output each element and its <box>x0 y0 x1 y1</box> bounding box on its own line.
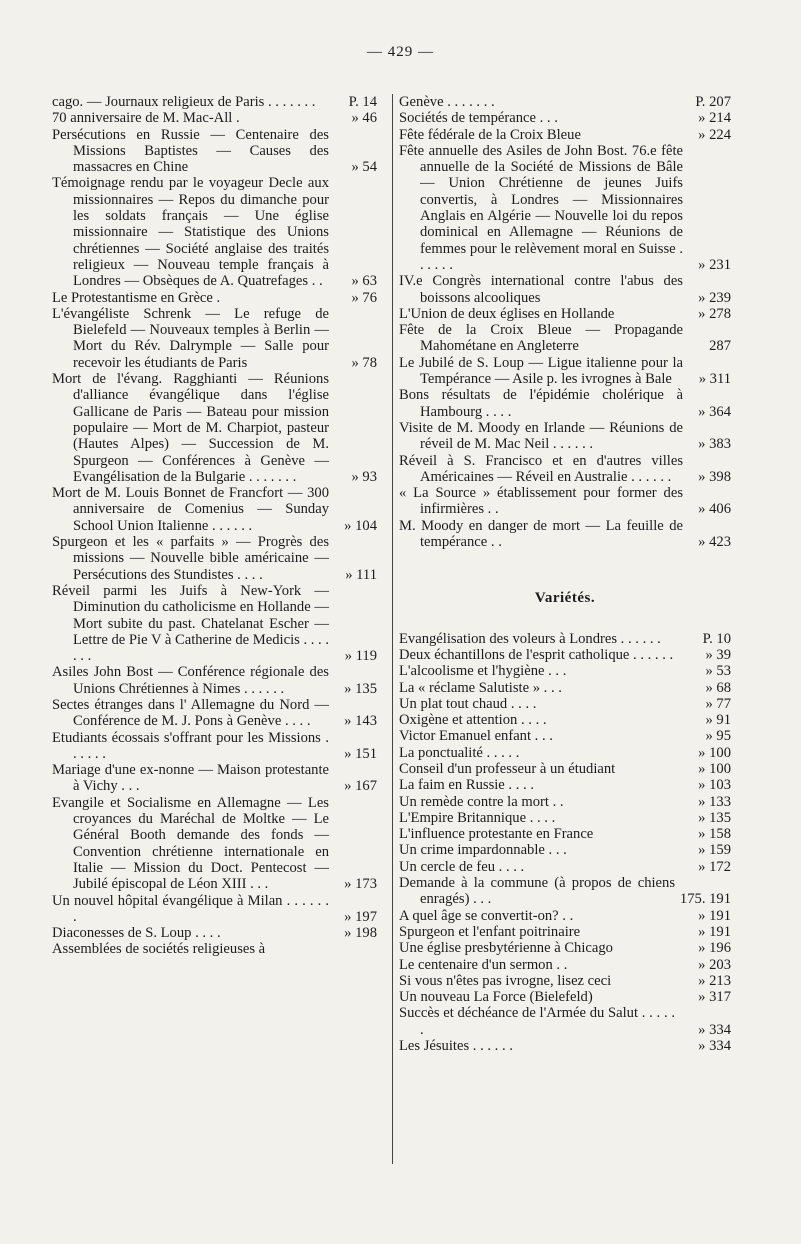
entry-page-ref: » 196 <box>698 940 731 957</box>
index-entry <box>399 712 731 728</box>
entry-title: Visite de M. Moody en Irlande — Réunions de réveil de M. Mac Neil . . . . . . <box>399 419 683 453</box>
entry-title: Fête fédérale de la Croix Bleue <box>399 126 581 143</box>
page-number: — 429 — <box>367 44 434 60</box>
index-entry <box>399 777 731 793</box>
index-entry <box>399 485 731 518</box>
entry-page-ref: » 135 <box>344 680 377 697</box>
entry-title: Les Jésuites . . . . . . <box>399 1038 513 1055</box>
entry-title: La faim en Russie . . . . <box>399 777 534 794</box>
entry-page-ref: » 78 <box>351 354 377 371</box>
index-entry <box>52 893 377 926</box>
entry-title: Fête de la Croix Bleue — Propagande Mahométane en Angleterre <box>399 322 683 355</box>
entry-page-ref: » 423 <box>698 534 731 551</box>
entry-title: cago. — Journaux religieux de Paris . . . . . . . <box>52 94 316 110</box>
entry-title: Conseil d'un professeur à un étudiant <box>399 760 616 777</box>
index-entry <box>399 453 731 486</box>
index-entry <box>399 1038 731 1054</box>
entry-page-ref: » 53 <box>705 663 731 680</box>
entry-page-ref: » 317 <box>698 989 731 1006</box>
entry-page-ref: » 100 <box>698 744 731 761</box>
entry-title: Diaconesses de S. Loup . . . . <box>52 925 221 942</box>
entry-page-ref: » 119 <box>344 648 377 665</box>
entry-page-ref: » 93 <box>351 468 377 485</box>
entry-page-ref: » 111 <box>345 566 377 583</box>
entry-page-ref: » 364 <box>698 403 731 420</box>
entry-title: Un plat tout chaud . . . . <box>399 695 537 712</box>
entry-page-ref: » 334 <box>698 1038 731 1055</box>
entry-page-ref: » 198 <box>344 925 377 942</box>
entry-title: Succès et déchéance de l'Armée du Salut . . . . . . <box>399 1005 675 1038</box>
index-entry <box>52 583 377 664</box>
entry-title: L'évangéliste Schrenk — Le refuge de Bielefeld — Nouveaux temples à Berlin — Mort du Rév. Dalrymple — Salle pour recevoir les étudiants de Paris <box>52 305 329 371</box>
entry-title: Bons résultats de l'épidémie cholérique à Hambourg . . . . <box>399 387 683 420</box>
index-entry <box>399 647 731 663</box>
index-entry <box>399 696 731 712</box>
index-entry <box>399 842 731 858</box>
entry-title: Le centenaire d'un sermon . . <box>399 956 568 973</box>
entry-page-ref: 175. 191 <box>679 891 731 908</box>
entry-title: L'Union de deux églises en Hollande <box>399 305 615 322</box>
entry-title: Une église presbytérienne à Chicago <box>399 940 613 957</box>
entry-page-ref: P. 14 <box>348 94 377 110</box>
index-entry <box>399 859 731 875</box>
index-entry <box>52 925 377 941</box>
entry-page-ref: » 143 <box>344 713 377 730</box>
entry-page-ref: » 167 <box>344 778 377 795</box>
entry-title: L'alcoolisme et l'hygiène . . . <box>399 663 567 680</box>
entry-title: Sociétés de tempérance . . . <box>399 110 558 127</box>
index-entry <box>399 989 731 1005</box>
entry-title: L'influence protestante en France <box>399 826 594 843</box>
entry-page-ref: » 334 <box>698 1021 731 1038</box>
entry-title: Mort de l'évang. Ragghianti — Réunions d'alliance évangélique dans l'église Gallicane de Paris — Bateau pour mission populaire — Mort de M. Charpiot, pasteur (Hautes Alpes) — Succession de M. Spurgeon — Conférences à Genève — Evangélisation de la Bulgarie . . . . . . . <box>52 371 329 485</box>
index-entry <box>399 322 731 355</box>
index-entry <box>399 306 731 322</box>
entry-title: Oxigène et attention . . . . <box>399 712 547 729</box>
entry-page-ref: » 133 <box>698 793 731 810</box>
entry-title: Réveil à S. Francisco et en d'autres villes Américaines — Réveil en Australie . . . . . . <box>399 452 683 485</box>
index-entry <box>399 680 731 696</box>
entry-title: 70 anniversaire de M. Mac-All . <box>52 110 240 127</box>
entry-title: Mariage d'une ex-nonne — Maison protestante à Vichy . . . <box>52 762 329 795</box>
section-heading-varietes: Variétés. <box>534 590 596 607</box>
index-entry <box>399 810 731 826</box>
entry-title: Evangélisation des voleurs à Londres . . . . . . <box>399 630 661 647</box>
index-entry <box>399 924 731 940</box>
entry-title: M. Moody en danger de mort — La feuille de tempérance . . <box>399 517 683 551</box>
entry-page-ref: » 311 <box>698 371 731 388</box>
entry-page-ref: » 63 <box>351 273 377 290</box>
entry-title: Réveil parmi les Juifs à New-York — Diminution du catholicisme en Hollande — Mort subite du past. Chatelanat Escher — Lettre de Pie V à Catherine de Medicis . . . . . . . <box>52 582 329 665</box>
index-entry <box>399 826 731 842</box>
entry-page-ref: » 54 <box>351 159 377 176</box>
entry-title: Spurgeon et les « parfaits » — Progrès des missions — Nouvelle bible américaine — Persécutions des Stundistes . . . . <box>52 534 329 583</box>
index-entry <box>399 663 731 679</box>
index-entry <box>399 728 731 744</box>
entry-title: Un remède contre la mort . . <box>399 793 564 810</box>
entry-page-ref: » 172 <box>698 858 731 875</box>
entry-title: La « réclame Salutiste » . . . <box>399 679 562 696</box>
entry-page-ref: » 406 <box>698 501 731 518</box>
index-entry <box>52 110 377 126</box>
index-entry <box>399 908 731 924</box>
entry-page-ref: » 151 <box>344 745 377 762</box>
index-entry <box>399 957 731 973</box>
entry-title: Le Protestantisme en Grèce . <box>52 289 221 306</box>
entry-page-ref: » 46 <box>351 110 377 127</box>
entry-title: Genève . . . . . . . <box>399 94 495 110</box>
entry-page-ref: » 159 <box>698 842 731 859</box>
entry-page-ref: » 203 <box>698 956 731 973</box>
index-entry <box>399 355 731 388</box>
entry-page-ref: » 173 <box>344 876 377 893</box>
entry-title: Deux échantillons de l'esprit catholique . . . . . . <box>399 646 674 663</box>
index-entry <box>399 387 731 420</box>
entry-title: Un nouveau La Force (Bielefeld) <box>399 989 593 1006</box>
index-entry <box>52 795 377 893</box>
entry-title: Si vous n'êtes pas ivrogne, lisez ceci <box>399 972 612 989</box>
index-entry <box>399 110 731 126</box>
entry-title: Un nouvel hôpital évangélique à Milan . . . . . . . <box>52 892 329 925</box>
entry-page-ref: » 398 <box>698 468 731 485</box>
index-entry <box>52 290 377 306</box>
index-entry <box>52 534 377 583</box>
entry-page-ref: » 39 <box>705 646 731 663</box>
entry-page-ref: » 383 <box>698 436 731 453</box>
left-column <box>52 94 377 958</box>
index-entry <box>52 94 377 110</box>
index-entry <box>399 94 731 110</box>
column-divider <box>392 94 393 1164</box>
entry-title: « La Source » établissement pour former des infirmières . . <box>399 485 683 518</box>
entry-page-ref: » 104 <box>344 517 377 534</box>
index-entry <box>399 875 731 908</box>
right-column-entries <box>399 94 731 550</box>
index-entry <box>52 371 377 485</box>
entry-page-ref: P. 207 <box>695 94 731 110</box>
entry-title: Etudiants écossais s'offrant pour les Missions . . . . . . <box>52 729 329 762</box>
index-entry <box>399 761 731 777</box>
entry-title: L'Empire Britannique . . . . <box>399 809 556 826</box>
index-entry <box>52 664 377 697</box>
index-entry <box>52 306 377 371</box>
entry-title: Assemblées de sociétés religieuses à <box>52 941 266 958</box>
index-entry <box>52 697 377 730</box>
entry-title: La ponctualité . . . . . <box>399 744 520 761</box>
entry-page-ref: » 77 <box>705 695 731 712</box>
entry-title: Asiles John Bost — Conférence régionale des Unions Chrétiennes à Nimes . . . . . . <box>52 664 329 697</box>
index-entry <box>52 730 377 763</box>
entry-title: Un cercle de feu . . . . <box>399 858 525 875</box>
entry-page-ref: » 100 <box>698 760 731 777</box>
entry-title: Mort de M. Louis Bonnet de Francfort — 300 anniversaire de Comenius — Sunday School Union Italienne . . . . . . <box>52 485 329 534</box>
entry-title: Victor Emanuel enfant . . . <box>399 728 553 745</box>
entry-title: Témoignage rendu par le voyageur Decle aux missionnaires — Repos du dimanche pour les soldats français — Une église missionnaire — Statistique des Unions chrétiennes — Société anglaise des traités religieux — Nouveau temple français à Londres — Obsèques de A. Quatrefages . . <box>52 175 329 290</box>
entry-page-ref: » 68 <box>705 679 731 696</box>
entry-page-ref: » 191 <box>698 923 731 940</box>
index-entry <box>399 420 731 453</box>
entry-page-ref: » 214 <box>698 110 731 127</box>
index-entry <box>52 127 377 176</box>
entry-page-ref: » 103 <box>698 777 731 794</box>
entry-page-ref: » 224 <box>698 126 731 143</box>
index-entry <box>52 175 377 289</box>
index-entry <box>52 485 377 534</box>
entry-page-ref: 287 <box>709 338 731 355</box>
entry-title: Evangile et Socialisme en Allemagne — Les croyances du Maréchal de Moltke — Le Général Booth demande des fonds — Convention chrétienne internationale en Italie — Mission du Doct. Pentecost — Jubilé épiscopal de Léon XIII . . . <box>52 794 329 893</box>
entry-page-ref: » 91 <box>705 712 731 729</box>
entry-page-ref: » 239 <box>698 289 731 306</box>
entry-title: IV.e Congrès international contre l'abus des boissons alcooliques <box>399 273 683 306</box>
entry-page-ref: » 231 <box>698 256 731 273</box>
entry-title: Un crime impardonnable . . . <box>399 842 567 859</box>
index-entry <box>399 745 731 761</box>
index-entry <box>399 273 731 306</box>
entry-page-ref: » 278 <box>698 305 731 322</box>
index-entry <box>399 794 731 810</box>
entry-title: Persécutions en Russie — Centenaire des Missions Baptistes — Causes des massacres en Chine <box>52 126 329 176</box>
index-entry <box>399 518 731 551</box>
entry-page-ref: » 95 <box>705 728 731 745</box>
index-entry <box>399 631 731 647</box>
entry-page-ref: P. 10 <box>702 630 731 647</box>
entry-page-ref: » 197 <box>344 908 377 925</box>
entry-page-ref: » 76 <box>351 289 377 306</box>
entry-page-ref: » 135 <box>698 809 731 826</box>
index-entry <box>399 1005 731 1038</box>
entry-page-ref: » 158 <box>698 826 731 843</box>
entry-title: A quel âge se convertit-on? . . <box>399 907 574 924</box>
index-entry <box>399 127 731 143</box>
entry-page-ref: » 213 <box>698 972 731 989</box>
index-entry <box>399 973 731 989</box>
entry-title: Fête annuelle des Asiles de John Bost. 76.e fête annuelle de la Société de Missions de Bâle — Union Chrétienne de jeunes Juifs convertis, à Londres — Missionnaires Anglais en Algérie — Nouvelle loi du repos dominical en Allemagne — Réunions de femmes pour le relèvement moral en Suisse . . . . . . <box>399 142 683 273</box>
right-column <box>399 94 731 1054</box>
index-entry <box>52 941 377 957</box>
varietes-entries <box>399 631 731 1055</box>
entry-title: Sectes étranges dans l' Allemagne du Nord — Conférence de M. J. Pons à Genève . . . . <box>52 696 329 730</box>
entry-title: Le Jubilé de S. Loup — Ligue italienne pour la Tempérance — Asile p. les ivrognes à Bale <box>399 354 683 388</box>
entry-title: Spurgeon et l'enfant poitrinaire <box>399 923 581 940</box>
index-entry <box>52 762 377 795</box>
index-entry <box>399 143 731 273</box>
index-entry <box>399 940 731 956</box>
entry-title: Demande à la commune (à propos de chiens enragés) . . . <box>399 875 675 908</box>
entry-page-ref: » 191 <box>698 907 731 924</box>
